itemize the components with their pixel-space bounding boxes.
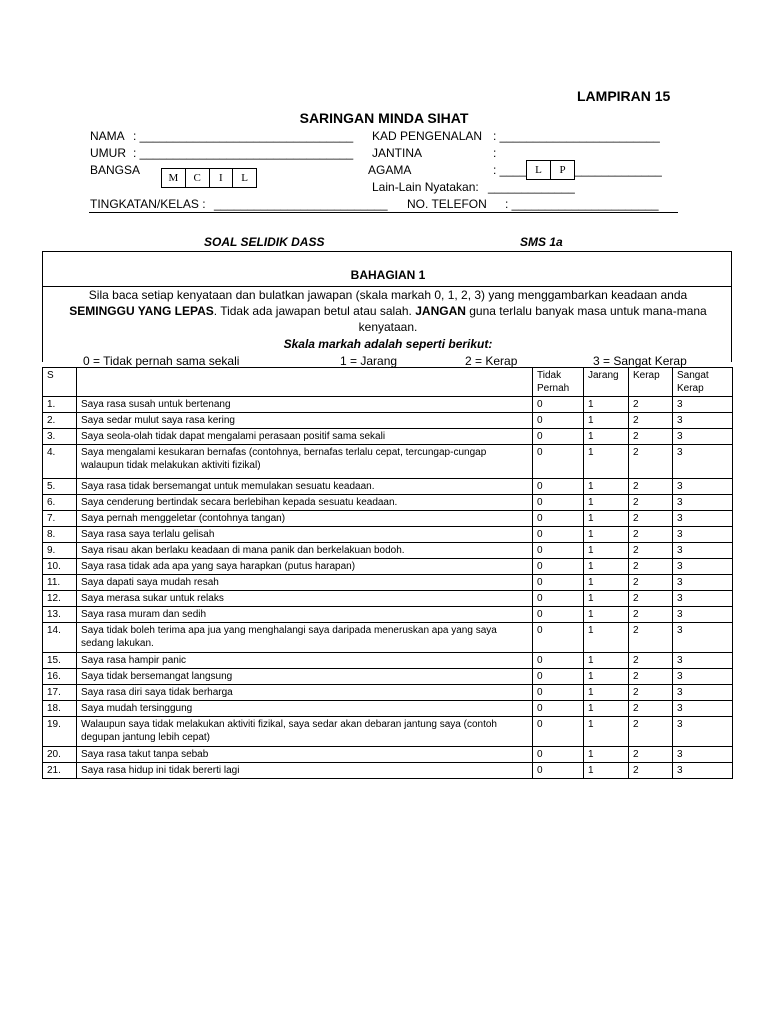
header-sangat-kerap: Sangat Kerap [673,368,733,397]
answer-1[interactable]: 1 [584,429,629,445]
answer-0[interactable]: 0 [533,413,584,429]
row-statement: Saya tidak boleh terima apa jua yang menghalangi saya daripada meneruskan apa yang saya sedang lakukan. [77,623,533,653]
answer-2[interactable]: 2 [629,397,673,413]
bangsa-options[interactable] [161,168,257,188]
scale-3: 3 = Sangat Kerap [593,354,687,368]
answer-0[interactable]: 0 [533,479,584,495]
answer-1[interactable]: 1 [584,653,629,669]
instruction-part-3: guna terlalu banyak masa untuk mana-mana kenyataan. [358,304,707,334]
agama-options[interactable] [526,160,575,180]
answer-0[interactable]: 0 [533,511,584,527]
answer-1[interactable]: 1 [584,543,629,559]
answer-3[interactable]: 3 [673,607,733,623]
answer-0[interactable]: 0 [533,591,584,607]
row-statement: Saya rasa tidak bersemangat untuk memulakan sesuatu keadaan. [77,479,533,495]
bangsa-option-m[interactable]: M [162,169,186,187]
umur-label: UMUR [90,146,126,160]
answer-0[interactable]: 0 [533,669,584,685]
answer-1[interactable]: 1 [584,701,629,717]
table-row [43,559,733,575]
header-number: S [43,368,77,397]
answer-0[interactable]: 0 [533,429,584,445]
answer-2[interactable]: 2 [629,763,673,779]
table-row [43,669,733,685]
table-row [43,685,733,701]
answer-0[interactable]: 0 [533,559,584,575]
answer-2[interactable]: 2 [629,623,673,653]
answer-3[interactable]: 3 [673,495,733,511]
row-number: 8. [43,527,77,543]
answer-3[interactable]: 3 [673,511,733,527]
row-statement: Saya rasa susah untuk bertenang [77,397,533,413]
survey-title: SOAL SELIDIK DASS [204,235,325,249]
answer-3[interactable]: 3 [673,543,733,559]
bangsa-option-i[interactable]: I [210,169,234,187]
answer-1[interactable]: 1 [584,747,629,763]
answer-3[interactable]: 3 [673,479,733,495]
answer-3[interactable]: 3 [673,397,733,413]
answer-3[interactable]: 3 [673,653,733,669]
answer-2[interactable]: 2 [629,653,673,669]
tingkatan-field[interactable]: __________________________ [214,197,388,211]
answer-3[interactable]: 3 [673,413,733,429]
answer-0[interactable]: 0 [533,495,584,511]
answer-2[interactable]: 2 [629,701,673,717]
row-number: 19. [43,717,77,747]
row-number: 4. [43,445,77,479]
row-statement: Saya mudah tersinggung [77,701,533,717]
answer-2[interactable]: 2 [629,511,673,527]
table-row [43,653,733,669]
section-title: BAHAGIAN 1 [350,268,426,282]
header-jarang: Jarang [584,368,629,397]
answer-1[interactable]: 1 [584,763,629,779]
answer-1[interactable]: 1 [584,717,629,747]
answer-1[interactable]: 1 [584,495,629,511]
row-statement: Walaupun saya tidak melakukan aktiviti fizikal, saya sedar akan debaran jantung saya (contoh degupan jantung lebih cepat) [77,717,533,747]
table-row [43,575,733,591]
scale-1: 1 = Jarang [340,354,398,368]
jantina-label: JANTINA [372,146,423,160]
row-statement: Saya seola-olah tidak dapat mengalami perasaan positif sama sekali [77,429,533,445]
row-number: 21. [43,763,77,779]
tingkatan-label: TINGKATAN/KELAS : [90,197,206,211]
answer-1[interactable]: 1 [584,607,629,623]
answer-0[interactable]: 0 [533,717,584,747]
header-statement [77,368,533,397]
instruction-part-1: Sila baca setiap kenyataan dan bulatkan jawapan (skala markah 0, 1, 2, 3) yang menggambarkan keadaan anda [88,288,688,302]
row-number: 18. [43,701,77,717]
kad-pengenalan-field[interactable]: : ________________________ [493,129,660,143]
row-number: 6. [43,495,77,511]
answer-3[interactable]: 3 [673,623,733,653]
answer-1[interactable]: 1 [584,575,629,591]
table-row [43,429,733,445]
agama-prefix: : ____ [493,163,527,177]
instruction-part-2: . Tidak ada jawapan betul atau salah. [213,304,416,318]
agama-field[interactable]: _____________ [575,163,662,177]
table-row [43,495,733,511]
agama-label: AGAMA [368,163,412,177]
answer-3[interactable]: 3 [673,717,733,747]
appendix-label: LAMPIRAN 15 [577,88,671,104]
row-number: 11. [43,575,77,591]
answer-0[interactable]: 0 [533,543,584,559]
table-row [43,763,733,779]
answer-1[interactable]: 1 [584,591,629,607]
answer-3[interactable]: 3 [673,685,733,701]
row-statement: Saya dapati saya mudah resah [77,575,533,591]
row-number: 1. [43,397,77,413]
lain-lain-field[interactable]: _____________ [488,180,575,194]
answer-2[interactable]: 2 [629,685,673,701]
answer-0[interactable]: 0 [533,397,584,413]
answer-3[interactable]: 3 [673,669,733,685]
answer-1[interactable]: 1 [584,397,629,413]
answer-3[interactable]: 3 [673,747,733,763]
answer-0[interactable]: 0 [533,685,584,701]
answer-1[interactable]: 1 [584,511,629,527]
answer-0[interactable]: 0 [533,653,584,669]
answer-1[interactable]: 1 [584,559,629,575]
answer-1[interactable]: 1 [584,527,629,543]
row-statement: Saya merasa sukar untuk relaks [77,591,533,607]
table-row [43,413,733,429]
row-number: 20. [43,747,77,763]
answer-0[interactable]: 0 [533,607,584,623]
nama-field[interactable]: : ________________________________ [133,129,354,143]
table-row [43,397,733,413]
answer-0[interactable]: 0 [533,701,584,717]
answer-3[interactable]: 3 [673,575,733,591]
table-row [43,717,733,747]
answer-2[interactable]: 2 [629,495,673,511]
table-row [43,747,733,763]
row-statement: Saya rasa tidak ada apa yang saya harapkan (putus harapan) [77,559,533,575]
answer-2[interactable]: 2 [629,559,673,575]
table-row [43,591,733,607]
row-statement: Saya pernah menggeletar (contohnya tangan) [77,511,533,527]
table-row [43,623,733,653]
form-code: SMS 1a [520,235,563,249]
row-statement: Saya rasa hampir panic [77,653,533,669]
bangsa-option-l[interactable]: L [241,172,248,184]
answer-2[interactable]: 2 [629,429,673,445]
answer-3[interactable]: 3 [673,527,733,543]
telefon-field[interactable]: : ______________________ [505,197,659,211]
row-statement: Saya rasa takut tanpa sebab [77,747,533,763]
row-number: 14. [43,623,77,653]
answer-2[interactable]: 2 [629,543,673,559]
answer-0[interactable]: 0 [533,747,584,763]
agama-option-l[interactable]: L [527,161,551,179]
row-number: 5. [43,479,77,495]
answer-1[interactable]: 1 [584,479,629,495]
answer-0[interactable]: 0 [533,763,584,779]
answer-0[interactable]: 0 [533,527,584,543]
agama-option-p[interactable]: P [559,164,566,176]
answer-3[interactable]: 3 [673,559,733,575]
scale-title: Skala markah adalah seperti berikut: [283,337,493,351]
umur-field[interactable]: : ________________________________ [133,146,354,160]
row-number: 17. [43,685,77,701]
answer-2[interactable]: 2 [629,717,673,747]
instruction-emphasis-jangan: JANGAN [415,304,466,318]
dass-table [42,367,733,779]
instruction-panel [42,251,732,368]
instructions [51,287,725,335]
answer-2[interactable]: 2 [629,527,673,543]
table-row [43,701,733,717]
row-statement: Saya cenderung bertindak secara berlebihan kepada sesuatu keadaan. [77,495,533,511]
answer-2[interactable]: 2 [629,445,673,479]
answer-2[interactable]: 2 [629,591,673,607]
row-number: 10. [43,559,77,575]
row-number: 3. [43,429,77,445]
row-statement: Saya rasa hidup ini tidak bererti lagi [77,763,533,779]
table-row [43,543,733,559]
answer-2[interactable]: 2 [629,607,673,623]
instruction-emphasis-period: SEMINGGU YANG LEPAS [69,304,214,318]
row-number: 2. [43,413,77,429]
row-number: 13. [43,607,77,623]
row-number: 16. [43,669,77,685]
kad-pengenalan-label: KAD PENGENALAN [372,129,483,143]
scale-0: 0 = Tidak pernah sama sekali [83,354,240,368]
jantina-field[interactable]: : [493,146,497,160]
answer-2[interactable]: 2 [629,747,673,763]
nama-label: NAMA [90,129,125,143]
answer-2[interactable]: 2 [629,575,673,591]
answer-3[interactable]: 3 [673,429,733,445]
bangsa-option-c[interactable]: C [186,169,210,187]
header-kerap: Kerap [629,368,673,397]
row-number: 15. [43,653,77,669]
answer-3[interactable]: 3 [673,445,733,479]
table-row [43,445,733,479]
answer-1[interactable]: 1 [584,445,629,479]
answer-1[interactable]: 1 [584,685,629,701]
row-statement: Saya mengalami kesukaran bernafas (contohnya, bernafas terlalu cepat, tercungap-cungap walaupun tidak melakukan aktiviti fizikal) [77,445,533,479]
row-statement: Saya rasa muram dan sedih [77,607,533,623]
answer-3[interactable]: 3 [673,701,733,717]
row-statement: Saya sedar mulut saya rasa kering [77,413,533,429]
table-row [43,607,733,623]
row-number: 12. [43,591,77,607]
answer-2[interactable]: 2 [629,479,673,495]
answer-3[interactable]: 3 [673,591,733,607]
document-title: SARINGAN MINDA SIHAT [299,110,469,126]
header-tidak-pernah: Tidak Pernah [533,368,584,397]
telefon-label: NO. TELEFON [407,197,487,211]
answer-1[interactable]: 1 [584,669,629,685]
answer-0[interactable]: 0 [533,623,584,653]
bangsa-label: BANGSA [90,163,141,177]
row-statement: Saya rasa saya terlalu gelisah [77,527,533,543]
table-header-row [43,368,733,397]
scale-2: 2 = Kerap [465,354,518,368]
table-row [43,511,733,527]
table-row [43,479,733,495]
form-divider [89,212,678,213]
answer-2[interactable]: 2 [629,413,673,429]
table-row [43,527,733,543]
answer-1[interactable]: 1 [584,413,629,429]
answer-0[interactable]: 0 [533,445,584,479]
row-number: 7. [43,511,77,527]
row-statement: Saya risau akan berlaku keadaan di mana panik dan berkelakuan bodoh. [77,543,533,559]
answer-2[interactable]: 2 [629,669,673,685]
row-statement: Saya rasa diri saya tidak berharga [77,685,533,701]
answer-1[interactable]: 1 [584,623,629,653]
row-statement: Saya tidak bersemangat langsung [77,669,533,685]
answer-0[interactable]: 0 [533,575,584,591]
answer-3[interactable]: 3 [673,763,733,779]
row-number: 9. [43,543,77,559]
lain-lain-label: Lain-Lain Nyatakan: [372,180,479,194]
